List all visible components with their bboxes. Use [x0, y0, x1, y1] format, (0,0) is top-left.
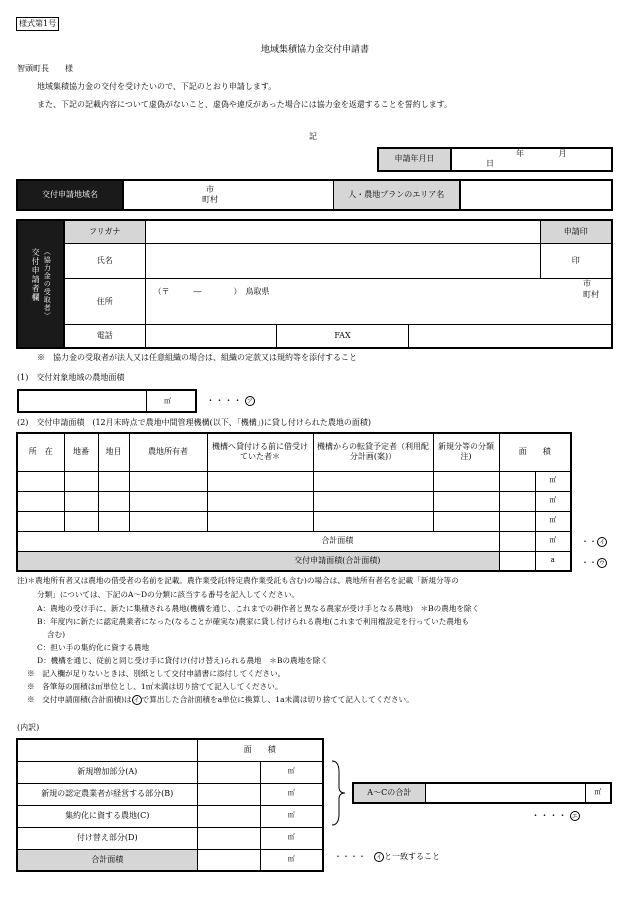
header-area: 面 積 — [499, 433, 571, 471]
date-table — [377, 147, 613, 172]
breakdown-total-field[interactable] — [197, 849, 260, 871]
header-owner: 農地所有者 — [129, 433, 207, 471]
unit-m2: ㎡ — [535, 511, 571, 531]
note-d: D：機構を通じ、従前と同じ受け手に貸付け(付け替え)られる農地 ＊Bの農地を除く — [37, 656, 328, 665]
mark-i-icon: イ — [375, 854, 382, 861]
mark-e-row — [531, 811, 580, 822]
seal-label: 申請印 — [540, 220, 612, 243]
plan-label: 人・農地プランのエリア名 — [333, 180, 460, 210]
list-item[interactable] — [17, 783, 323, 805]
fax-field[interactable] — [408, 325, 612, 348]
name-label: 氏名 — [64, 243, 145, 279]
document-title: 地域集積協力金交付申請書 — [260, 45, 369, 55]
note-convert-1: ※ 交付申請面積(合計面積)は — [27, 695, 132, 704]
breakdown-row-c: 集約化に資する農地(C) — [17, 805, 197, 827]
date-field[interactable] — [451, 148, 612, 171]
address-town: 町村 — [583, 290, 599, 300]
dots: ・・・・ — [206, 396, 243, 407]
note-convert-2: で算出した合計面積をa単位に換算し、1a未満は切り捨てて記入してください。 — [141, 695, 414, 704]
mark-i-icon: イ — [133, 697, 140, 704]
unit-m2: ㎡ — [260, 761, 323, 783]
note-c: C：担い手の集約化に資する農地 — [37, 643, 150, 652]
address-field-2[interactable] — [145, 306, 612, 325]
ac-total-table — [352, 782, 612, 804]
date-day: 日 — [486, 159, 494, 169]
table-row[interactable] — [17, 471, 571, 491]
unit-m2: ㎡ — [535, 471, 571, 491]
date-year: 年 — [516, 149, 524, 158]
match-note — [334, 852, 440, 862]
table-row[interactable] — [17, 491, 571, 511]
furigana-label: フリガナ — [64, 220, 145, 243]
farmland-area-field[interactable] — [17, 389, 197, 413]
header-lot: 地番 — [64, 433, 98, 471]
plan-field[interactable] — [460, 180, 612, 210]
brace-icon — [330, 760, 348, 826]
unit-m2: ㎡ — [260, 827, 323, 849]
ki-label: 記 — [309, 132, 317, 141]
name-field[interactable] — [145, 243, 540, 279]
intro-line-1: 地域集積協力金の交付を受けたいので、下記のとおり申請します。 — [37, 82, 277, 91]
dots: ・・ — [581, 537, 597, 546]
ac-total-label: A～Cの合計 — [353, 783, 425, 803]
unit-m2: ㎡ — [535, 531, 571, 551]
applicant-side-label: 交付申請者欄 — [31, 248, 41, 302]
list-item[interactable] — [17, 827, 323, 849]
list-item[interactable] — [17, 761, 323, 783]
unit-m2: ㎡ — [585, 783, 611, 803]
addressee: 智頭町長 様 — [17, 64, 73, 73]
address-label: 住所 — [64, 279, 145, 325]
total-area-label: 合計面積 — [17, 531, 499, 551]
list-item[interactable] — [17, 805, 323, 827]
section-1-title: (1) 交付対象地域の農地面積 — [17, 373, 125, 382]
match-text: と一致すること — [384, 852, 440, 861]
note-b: B：年度内に新たに認定農業者になった(なることが確実な)農家に貸し付けられる農地(これまで利用権設定を行っていた農地も — [37, 617, 470, 626]
header-location: 所 在 — [17, 433, 64, 471]
breakdown-row-a: 新規増加部分(A) — [17, 761, 197, 783]
address-zip: （〒 ― ） 鳥取県 — [153, 287, 270, 297]
header-category: 地目 — [98, 433, 129, 471]
section-2-title: (2) 交付申請面積 (12月末時点で農地中間管理機構(以下、「機構」)に貸し付けられた農地の面積) — [17, 418, 371, 427]
parcel-table — [16, 432, 572, 572]
applicant-side — [17, 220, 64, 348]
breakdown-title: (内訳) — [17, 723, 40, 732]
header-borrower: 機構へ貸付ける前に借受けていた者＊ — [207, 433, 313, 471]
tel-field[interactable] — [145, 325, 277, 348]
furigana-field[interactable] — [145, 220, 540, 243]
date-label: 申請年月日 — [378, 148, 451, 171]
mark-u-row — [581, 558, 607, 568]
dots: ・・・・ — [531, 811, 568, 822]
note-2: 分類」については、下記のA～Dの分類に該当する番号を記入してください。 — [37, 590, 300, 599]
unit-a: a — [535, 551, 571, 571]
address-city: 市 — [583, 279, 591, 289]
mark-e-icon: エ — [571, 813, 578, 820]
note-convert — [27, 695, 414, 705]
unit-m2: ㎡ — [260, 805, 323, 827]
form-number: 様式第1号 — [16, 17, 59, 31]
mark-i-icon: イ — [598, 539, 605, 546]
applicant-side-sub: （協力金の受取者） — [43, 248, 52, 320]
note-b-2: 含む) — [47, 630, 66, 639]
mark-a-icon: ア — [246, 398, 253, 405]
seal-mark: 印 — [540, 243, 612, 279]
breakdown-corner — [17, 739, 197, 761]
dots: ・・・・ — [334, 852, 366, 861]
note-unit: ※ 各筆毎の面積は㎡単位とし、1㎡未満は切り捨てて記入してください。 — [27, 682, 283, 691]
mark-u-icon: ウ — [598, 560, 605, 567]
date-month: 月 — [558, 149, 567, 158]
applicant-table — [16, 219, 613, 349]
note-a: A：農地の受け手に、新たに集積される農地(機構を通じ、これまでの耕作者と異なる農家が受け手となる農地) ＊Bの農地を除く — [37, 604, 480, 613]
header-classification: 新規分等の分類 注) — [433, 433, 499, 471]
area-table — [16, 179, 613, 211]
unit-m2: ㎡ — [535, 491, 571, 511]
section-1-mark — [206, 396, 255, 407]
note-extra: ※ 記入欄が足りないときは、別紙として交付申請書に添付してください。 — [27, 669, 286, 678]
table-row[interactable] — [17, 511, 571, 531]
dots: ・・ — [581, 558, 597, 567]
mark-i-row — [581, 537, 607, 547]
breakdown-row-d: 付け替え部分(D) — [17, 827, 197, 849]
note-1: 注)＊農地所有者又は農地の借受者の名前を記載。農作業受託(特定農作業受託も含む)の場合は、農地所有者名を記載「新規分等の — [17, 576, 459, 585]
fax-label: FAX — [277, 325, 409, 348]
area-label: 交付申請地域名 — [17, 180, 123, 210]
area-city: 市 — [206, 184, 214, 194]
intro-line-2: また、下記の記載内容について虚偽がないこと、虚偽や違反があった場合には協力金を返還することを誓約します。 — [37, 100, 453, 109]
breakdown-table — [16, 738, 324, 872]
breakdown-area-header: 面 積 — [197, 739, 323, 761]
total-apply-label: 交付申請面積(合計面積) — [17, 551, 499, 571]
total-apply-field[interactable] — [499, 551, 535, 571]
breakdown-row-b: 新規の認定農業者が経営する部分(B) — [17, 783, 197, 805]
unit-m2: ㎡ — [260, 849, 323, 871]
header-transferee: 機構からの転貸予定者（利用配分計画(案)） — [313, 433, 433, 471]
area-town: 町村 — [202, 195, 218, 204]
address-field[interactable] — [145, 279, 612, 306]
breakdown-total-label: 合計面積 — [17, 849, 197, 871]
unit-m2: ㎡ — [260, 783, 323, 805]
ac-total-field[interactable] — [425, 783, 585, 803]
total-area-field[interactable] — [499, 531, 535, 551]
area-field[interactable] — [123, 180, 333, 210]
tel-label: 電話 — [64, 325, 145, 348]
corp-note: ※ 協力金の受取者が法人又は任意組織の場合は、組織の定款又は規約等を添付すること — [37, 353, 357, 362]
unit-m2: ㎡ — [164, 397, 171, 405]
